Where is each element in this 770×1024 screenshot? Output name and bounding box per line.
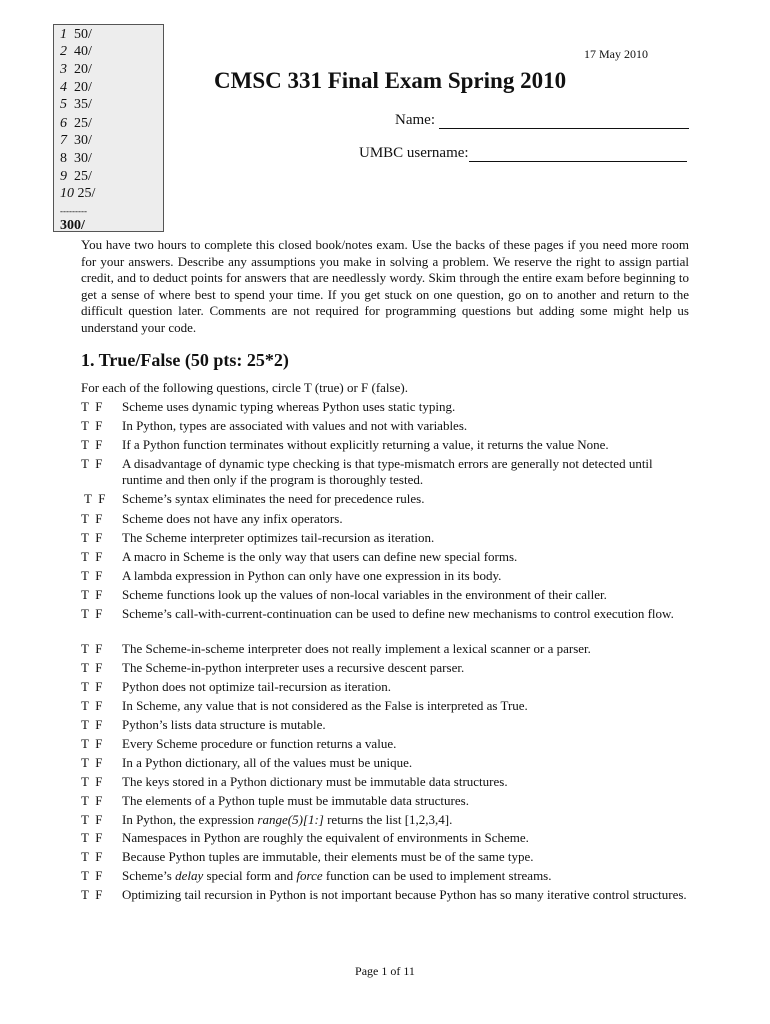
score-row (60, 186, 95, 202)
question-text: Optimizing tail recursion in Python is not important because Python has so many iterative control structures. (122, 887, 687, 902)
score-total: 300/ (60, 218, 85, 233)
italic-term: range(5)[1:] (257, 812, 324, 827)
tf-choices[interactable]: T F (81, 774, 103, 789)
question-text: If a Python function terminates without explicitly returning a value, it returns the value None. (122, 437, 609, 452)
tf-choices[interactable]: T F (81, 549, 103, 564)
question-number: 1 (60, 27, 67, 42)
question-points: 30/ (74, 133, 92, 148)
question-text: In Scheme, any value that is not considered as the False is interpreted as True. (122, 698, 528, 713)
question-points: 25/ (77, 186, 96, 201)
question-number: 6 (60, 116, 67, 131)
question-text: Namespaces in Python are roughly the equivalent of environments in Scheme. (122, 830, 529, 845)
question-number: 4 (60, 80, 67, 95)
intro-paragraph: You have two hours to complete this closed book/notes exam. Use the backs of these pages if you need more room for your answers. Describe any assumptions you make in solving a problem. We reserve the right to assign partial credit, and to deduct points for answers that are needlessly wordy. Skim through the entire exam before beginning to get a sense of where best to spend your time. If you get stuck on one question, go on to another and return to the difficult question later. Comments are not required for programming questions but adding some might help us understand your code. (81, 237, 689, 335)
name-label: Name: (395, 112, 439, 128)
question-points: 30/ (74, 151, 92, 166)
question-number: 8 (60, 151, 67, 166)
page-number: Page 1 of 11 (355, 964, 415, 978)
tf-choices[interactable]: T F (81, 830, 103, 845)
question-text: Scheme’s call-with-current-continuation can be used to define new mechanisms to control execution flow. (122, 606, 674, 621)
question-text: Scheme’s delay special form and force function can be used to implement streams. (122, 868, 552, 883)
tf-choices[interactable]: T F (81, 755, 103, 770)
question-text: Python does not optimize tail-recursion as iteration. (122, 679, 391, 694)
exam-date: 17 May 2010 (584, 47, 648, 61)
question-points: 25/ (74, 116, 92, 131)
tf-choices[interactable]: T F (81, 660, 103, 675)
question-number: 10 (60, 186, 74, 201)
score-row (60, 44, 92, 60)
tf-choices[interactable]: T F (81, 717, 103, 732)
tf-choices[interactable]: T F (81, 606, 103, 621)
username-blank[interactable] (469, 146, 687, 162)
question-text: In Python, types are associated with values and not with variables. (122, 418, 468, 433)
question-text: The Scheme interpreter optimizes tail-recursion as iteration. (122, 530, 435, 545)
tf-choices[interactable]: T F (81, 868, 103, 883)
score-row (60, 80, 92, 96)
question-text: The keys stored in a Python dictionary must be immutable data structures. (122, 774, 508, 789)
tf-choices[interactable]: T F (81, 736, 103, 751)
tf-choices[interactable]: T F (81, 511, 103, 526)
username-label: UMBC username: (359, 145, 469, 161)
tf-choices[interactable]: T F (81, 793, 103, 808)
tf-choices[interactable]: T F (81, 812, 103, 827)
question-number: 7 (60, 133, 67, 148)
question-text: A lambda expression in Python can only have one expression in its body. (122, 568, 502, 583)
question-text: In a Python dictionary, all of the values must be unique. (122, 755, 413, 770)
question-text: Scheme functions look up the values of non-local variables in the environment of their caller. (122, 587, 607, 602)
score-box (53, 24, 164, 232)
question-number: 3 (60, 62, 67, 77)
question-text: The Scheme-in-python interpreter uses a recursive descent parser. (122, 660, 465, 675)
question-text: The Scheme-in-scheme interpreter does not really implement a lexical scanner or a parser. (122, 641, 591, 656)
tf-choices[interactable]: T F (81, 641, 103, 656)
question-points: 50/ (74, 27, 92, 42)
tf-choices[interactable]: T F (81, 530, 103, 545)
tf-choices[interactable]: T F (81, 887, 103, 902)
question-points: 20/ (74, 80, 92, 95)
tf-choices[interactable]: T F (81, 587, 103, 602)
tf-choices[interactable]: T F (81, 568, 103, 583)
question-text: Because Python tuples are immutable, their elements must be of the same type. (122, 849, 534, 864)
question-text: A disadvantage of dynamic type checking is that type-mismatch errors are generally not detected until runtime and then only if the program is thoroughly tested. (122, 456, 653, 487)
score-row (60, 27, 92, 43)
question-number: 5 (60, 97, 67, 112)
exam-title: CMSC 331 Final Exam Spring 2010 (214, 68, 567, 93)
question-text: The elements of a Python tuple must be immutable data structures. (122, 793, 469, 808)
tf-choices[interactable]: T F (81, 679, 103, 694)
name-blank[interactable] (439, 113, 689, 129)
question-text: Python’s lists data structure is mutable. (122, 717, 326, 732)
question-text: A macro in Scheme is the only way that users can define new special forms. (122, 549, 518, 564)
question-points: 25/ (74, 169, 92, 184)
italic-term: delay (175, 868, 204, 883)
score-row (60, 116, 92, 132)
tf-choices[interactable]: T F (81, 418, 103, 433)
question-text: Every Scheme procedure or function returns a value. (122, 736, 397, 751)
question-text: Scheme uses dynamic typing whereas Python uses static typing. (122, 399, 456, 414)
section-heading: 1. True/False (50 pts: 25*2) (81, 350, 289, 370)
username-field[interactable] (359, 145, 687, 162)
score-separator: --------- (60, 206, 87, 216)
tf-choices[interactable]: T F (81, 437, 103, 452)
tf-choices[interactable]: T F (81, 698, 103, 713)
score-row (60, 169, 92, 185)
tf-choices[interactable]: T F (81, 456, 103, 471)
score-row (60, 97, 92, 113)
question-points: 20/ (74, 62, 92, 77)
italic-term: force (296, 868, 323, 883)
question-text: Scheme does not have any infix operators. (122, 511, 343, 526)
score-row (60, 151, 92, 167)
question-number: 2 (60, 44, 67, 59)
question-text: In Python, the expression range(5)[1:] returns the list [1,2,3,4]. (122, 812, 453, 827)
tf-choices[interactable]: T F (81, 399, 103, 414)
tf-choices[interactable]: T F (84, 491, 106, 506)
question-points: 35/ (74, 97, 92, 112)
tf-choices[interactable]: T F (81, 849, 103, 864)
question-text: Scheme’s syntax eliminates the need for precedence rules. (122, 491, 425, 506)
question-points: 40/ (74, 44, 92, 59)
section-instructions: For each of the following questions, circle T (true) or F (false). (81, 380, 408, 395)
name-field[interactable] (395, 112, 689, 129)
question-number: 9 (60, 169, 67, 184)
score-row (60, 133, 92, 149)
score-row (60, 62, 92, 78)
